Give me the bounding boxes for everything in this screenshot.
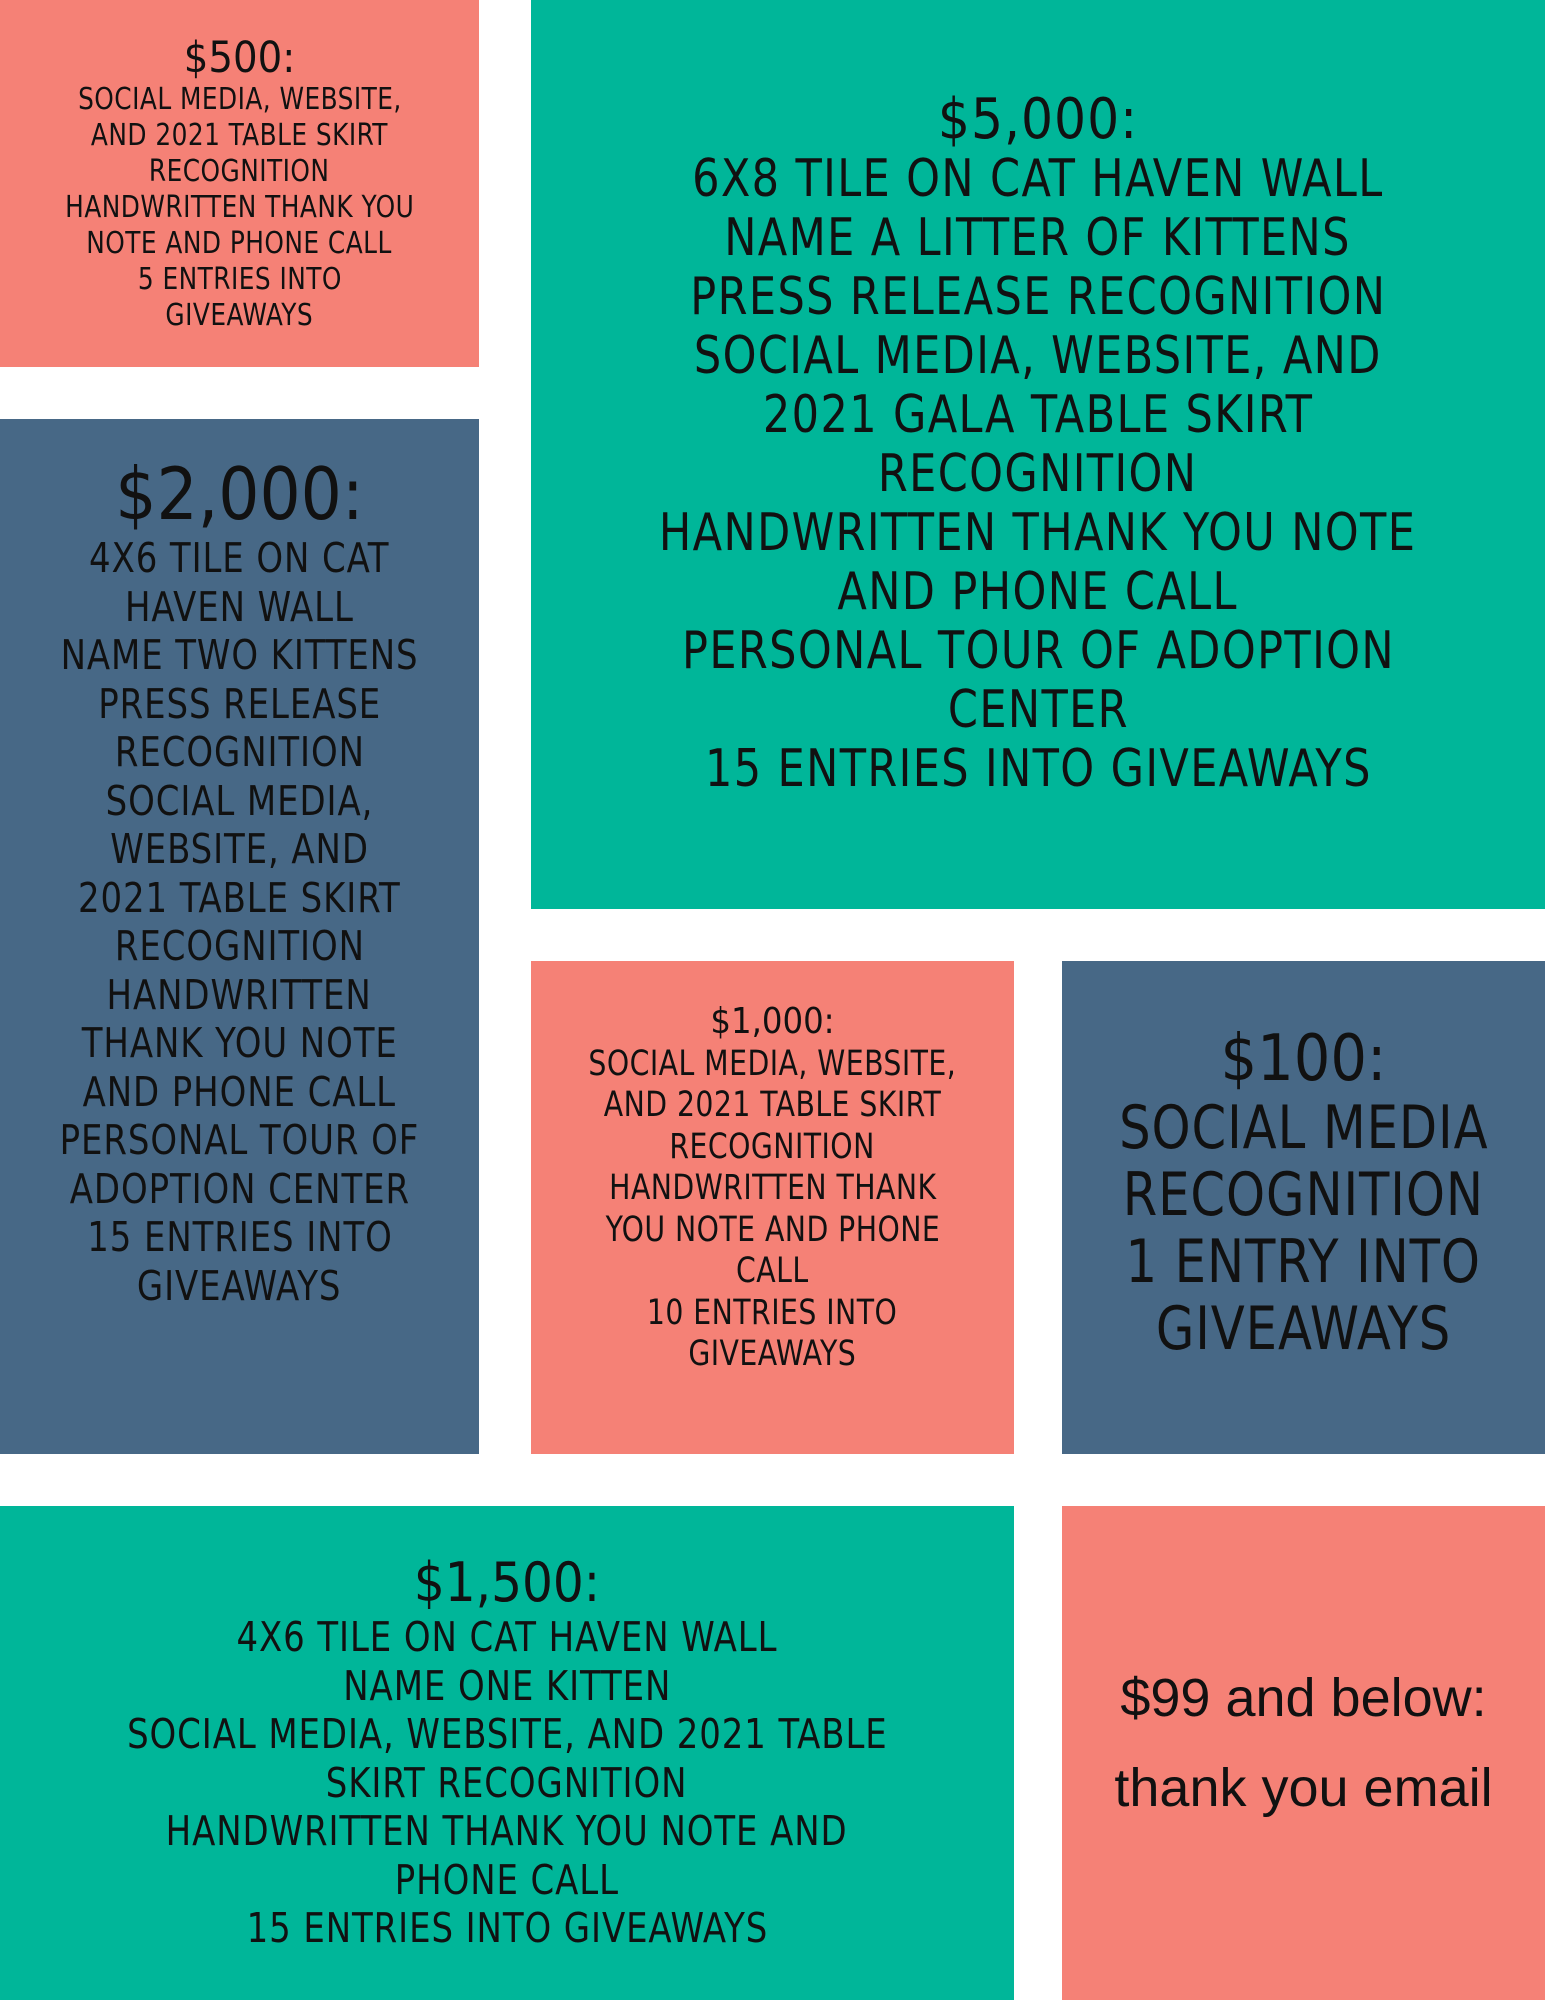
tier-1500-benefit-line: NAME ONE KITTEN bbox=[342, 1661, 672, 1710]
tier-100-card bbox=[1062, 961, 1545, 1454]
tier-500-benefit-line: GIVEAWAYS bbox=[165, 297, 314, 333]
tier-2000-benefit-line: PERSONAL TOUR OF bbox=[59, 1116, 420, 1164]
tier-5000-price: $5,000: bbox=[937, 87, 1139, 152]
tier-500-benefit-line: SOCIAL MEDIA, WEBSITE, bbox=[77, 81, 402, 117]
tier-1500-benefit-line: PHONE CALL bbox=[394, 1855, 620, 1904]
tier-2000-price: $2,000: bbox=[115, 452, 364, 536]
tier-1000-benefit-line: RECOGNITION bbox=[669, 1126, 876, 1167]
tier-2000-benefit-line: NAME TWO KITTENS bbox=[60, 631, 419, 679]
tier-5000-benefit-line: PRESS RELEASE RECOGNITION bbox=[689, 267, 1387, 327]
tier-5000-benefit-line: RECOGNITION bbox=[878, 444, 1198, 504]
tier-2000-benefit-line: ADOPTION CENTER bbox=[69, 1164, 410, 1213]
tier-99-card bbox=[1062, 1506, 1545, 2000]
tier-1000-benefit-line: YOU NOTE AND PHONE bbox=[605, 1209, 940, 1250]
tier-2000-benefit-line: RECOGNITION bbox=[114, 728, 365, 776]
tier-99-price: $99 and below: bbox=[1120, 1668, 1487, 1728]
tier-500-card bbox=[0, 0, 479, 367]
tier-1000-card bbox=[531, 961, 1014, 1454]
tier-2000-benefit-line: RECOGNITION bbox=[114, 922, 365, 970]
tier-1500-benefit-line: 15 ENTRIES INTO GIVEAWAYS bbox=[246, 1904, 768, 1953]
tier-5000-benefit-line: HANDWRITTEN THANK YOU NOTE bbox=[659, 503, 1417, 563]
tier-2000-benefit-line: AND PHONE CALL bbox=[82, 1067, 397, 1116]
tier-100-benefit-line: RECOGNITION bbox=[1122, 1159, 1485, 1230]
tier-2000-card bbox=[0, 419, 479, 1454]
tier-1000-price: $1,000: bbox=[710, 1000, 835, 1042]
tier-1000-benefit-line: GIVEAWAYS bbox=[688, 1334, 857, 1374]
tier-500-benefit-line: AND 2021 TABLE SKIRT bbox=[90, 117, 389, 153]
tier-2000-benefit-line: HANDWRITTEN bbox=[106, 970, 373, 1019]
tier-2000-benefit-line: 4X6 TILE ON CAT bbox=[89, 534, 390, 582]
tier-500-price: $500: bbox=[183, 32, 296, 83]
tier-1500-benefit-line: SOCIAL MEDIA, WEBSITE, AND 2021 TABLE bbox=[126, 1710, 888, 1759]
tier-1500-card bbox=[0, 1506, 1014, 2000]
tier-5000-benefit-line: PERSONAL TOUR OF ADOPTION bbox=[681, 621, 1395, 681]
tier-1000-benefit-line: AND 2021 TABLE SKIRT bbox=[603, 1085, 942, 1125]
tier-2000-benefit-line: WEBSITE, AND bbox=[110, 825, 369, 873]
tier-100-benefit-line: SOCIAL MEDIA bbox=[1118, 1092, 1489, 1163]
tier-1500-benefit-line: HANDWRITTEN THANK YOU NOTE AND bbox=[166, 1807, 848, 1856]
tier-5000-benefit-line: SOCIAL MEDIA, WEBSITE, AND bbox=[694, 326, 1382, 386]
tier-500-benefit-line: 5 ENTRIES INTO bbox=[137, 261, 342, 297]
tier-2000-benefit-line: 15 ENTRIES INTO bbox=[86, 1213, 393, 1261]
tier-100-price: $100: bbox=[1220, 1021, 1387, 1096]
tier-1500-benefit-line: SKIRT RECOGNITION bbox=[326, 1758, 688, 1807]
tier-2000-benefit-line: THANK YOU NOTE bbox=[81, 1019, 398, 1067]
tier-5000-benefit-line: CENTER bbox=[947, 680, 1129, 740]
tier-5000-card bbox=[531, 0, 1545, 909]
tier-1000-benefit-line: HANDWRITTEN THANK bbox=[608, 1168, 937, 1208]
tier-500-benefit-line: NOTE AND PHONE CALL bbox=[86, 225, 393, 261]
tier-500-benefit-line: HANDWRITTEN THANK YOU bbox=[64, 189, 415, 225]
tier-1500-price: $1,500: bbox=[413, 1551, 601, 1615]
tier-5000-benefit-line: NAME A LITTER OF KITTENS bbox=[724, 208, 1352, 268]
tier-1000-benefit-line: CALL bbox=[736, 1251, 809, 1291]
tier-1000-benefit-line: SOCIAL MEDIA, WEBSITE, bbox=[588, 1043, 957, 1084]
tier-5000-benefit-line: 15 ENTRIES INTO GIVEAWAYS bbox=[704, 739, 1372, 799]
tier-2000-benefit-line: HAVEN WALL bbox=[125, 582, 354, 631]
tier-5000-benefit-line: AND PHONE CALL bbox=[837, 562, 1239, 622]
tier-100-benefit-line: 1 ENTRY INTO bbox=[1125, 1226, 1482, 1297]
tier-2000-benefit-line: 2021 TABLE SKIRT bbox=[78, 873, 401, 922]
tier-5000-benefit-line: 6X8 TILE ON CAT HAVEN WALL bbox=[692, 149, 1384, 209]
tier-1000-benefit-line: 10 ENTRIES INTO bbox=[647, 1292, 898, 1333]
tier-2000-benefit-line: GIVEAWAYS bbox=[137, 1261, 342, 1310]
tier-2000-benefit-line: SOCIAL MEDIA, bbox=[105, 776, 374, 825]
tier-5000-benefit-line: 2021 GALA TABLE SKIRT bbox=[762, 385, 1314, 445]
tier-1500-benefit-line: 4X6 TILE ON CAT HAVEN WALL bbox=[236, 1613, 778, 1662]
tier-500-benefit-line: RECOGNITION bbox=[149, 153, 330, 189]
tier-2000-benefit-line: PRESS RELEASE bbox=[98, 679, 381, 728]
tier-99-benefit: thank you email bbox=[1114, 1758, 1493, 1818]
tier-100-benefit-line: GIVEAWAYS bbox=[1155, 1293, 1452, 1364]
